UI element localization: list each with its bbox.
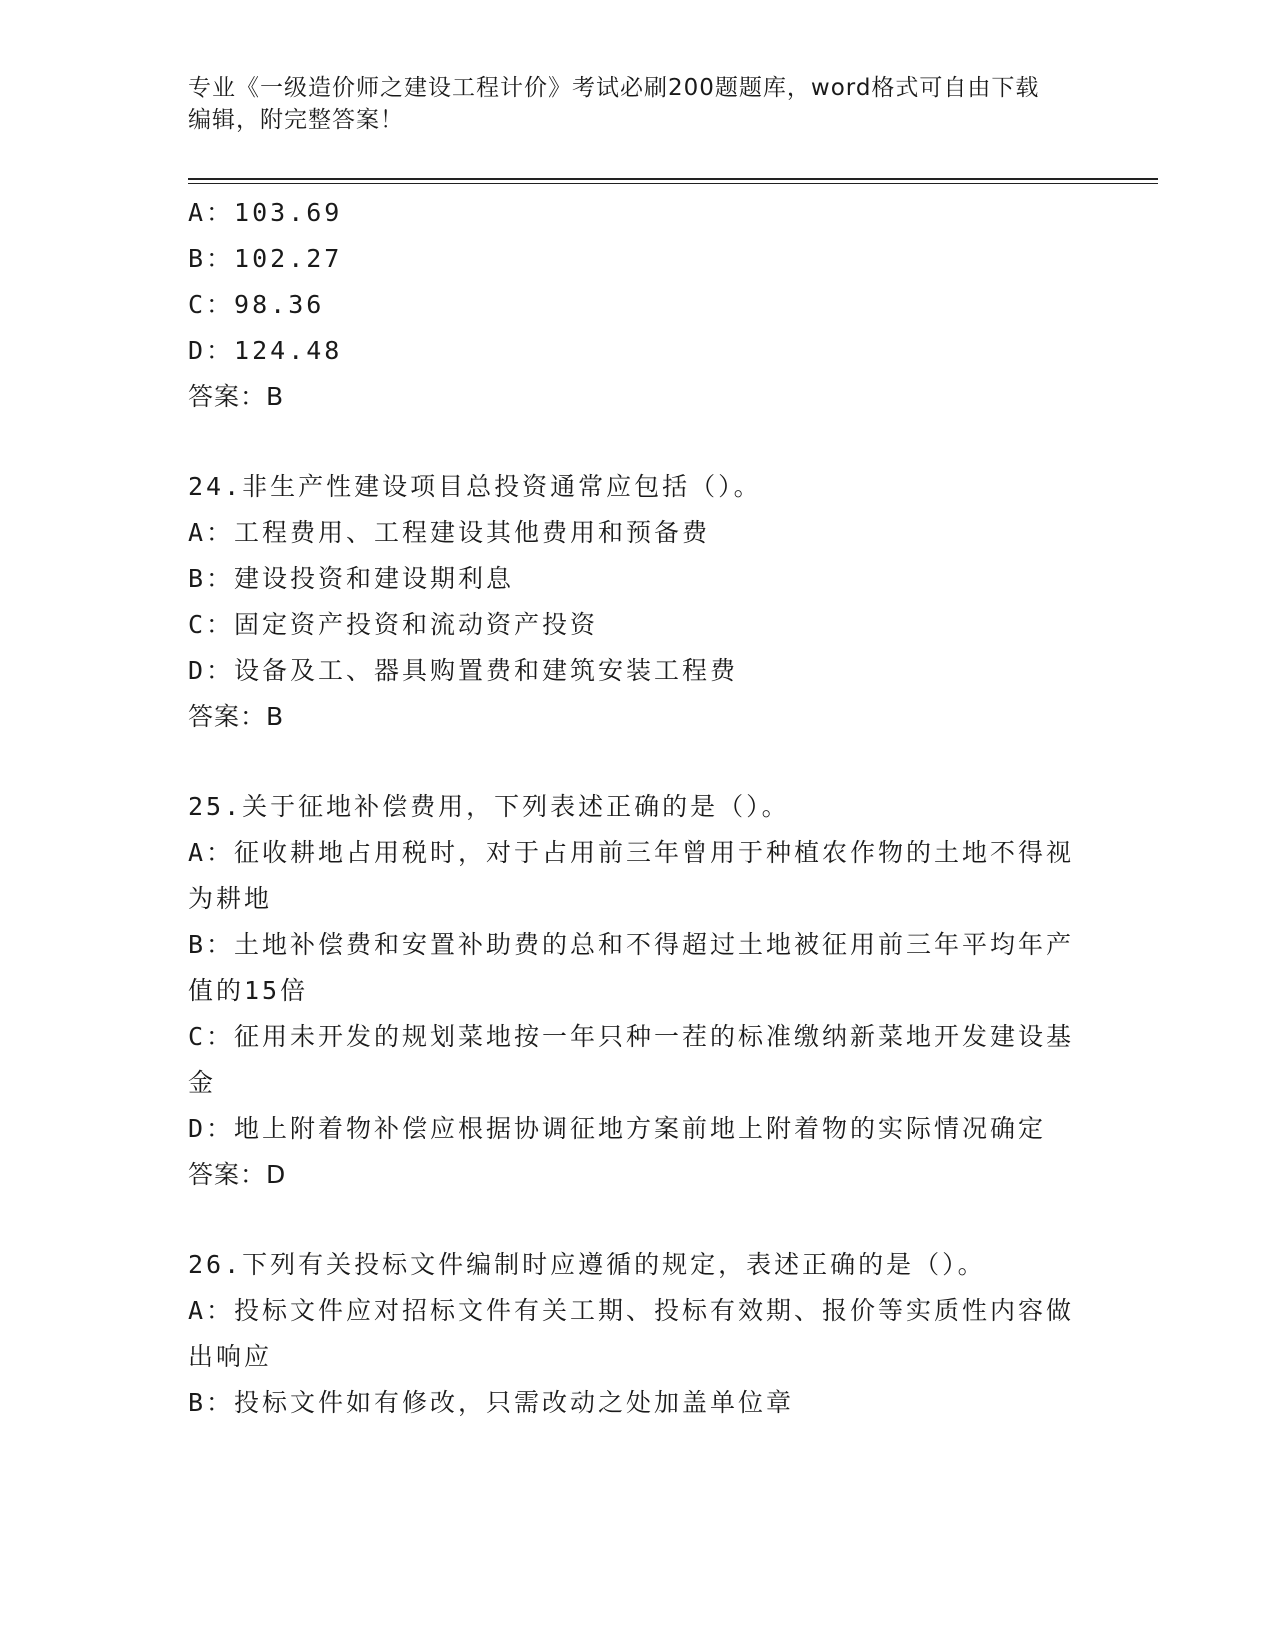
question-stem: 25.关于征地补偿费用，下列表述正确的是（）。	[188, 792, 790, 821]
header-divider-thin	[188, 183, 1158, 184]
option-c: C：98.36	[188, 290, 325, 319]
document-body	[188, 190, 1088, 1426]
document-header	[188, 72, 1088, 136]
question-25	[188, 784, 1088, 1198]
option-a: A：征收耕地占用税时，对于占用前三年曾用于种植农作物的土地不得视为耕地	[188, 838, 1075, 913]
question-stem: 26.下列有关投标文件编制时应遵循的规定，表述正确的是（）。	[188, 1250, 986, 1279]
option-a: A：投标文件应对招标文件有关工期、投标有效期、报价等实质性内容做出响应	[188, 1296, 1075, 1371]
answer: 答案：B	[188, 382, 285, 411]
previous-question-block	[188, 190, 1088, 420]
option-d: D：124.48	[188, 336, 343, 365]
option-b: B：土地补偿费和安置补助费的总和不得超过土地被征用前三年平均年产值的15倍	[188, 930, 1075, 1005]
header-line-1: 专业《一级造价师之建设工程计价》考试必刷200题题库，word格式可自由下载	[188, 75, 1040, 101]
option-b: B：102.27	[188, 244, 343, 273]
option-b: B：投标文件如有修改，只需改动之处加盖单位章	[188, 1388, 795, 1417]
header-line-2: 编辑，附完整答案！	[188, 107, 404, 133]
header-divider-thick	[188, 178, 1158, 180]
option-c: C：征用未开发的规划菜地按一年只种一茬的标准缴纳新菜地开发建设基金	[188, 1022, 1075, 1097]
option-c: C：固定资产投资和流动资产投资	[188, 610, 599, 639]
question-24	[188, 464, 1088, 740]
option-a: A：工程费用、工程建设其他费用和预备费	[188, 518, 711, 547]
option-d: D：设备及工、器具购置费和建筑安装工程费	[188, 656, 739, 685]
option-a: A：103.69	[188, 198, 343, 227]
answer: 答案：D	[188, 1160, 287, 1189]
option-b: B：建设投资和建设期利息	[188, 564, 515, 593]
option-d: D：地上附着物补偿应根据协调征地方案前地上附着物的实际情况确定	[188, 1114, 1047, 1143]
answer: 答案：B	[188, 702, 285, 731]
question-stem: 24.非生产性建设项目总投资通常应包括（）。	[188, 472, 762, 501]
question-26	[188, 1242, 1088, 1426]
